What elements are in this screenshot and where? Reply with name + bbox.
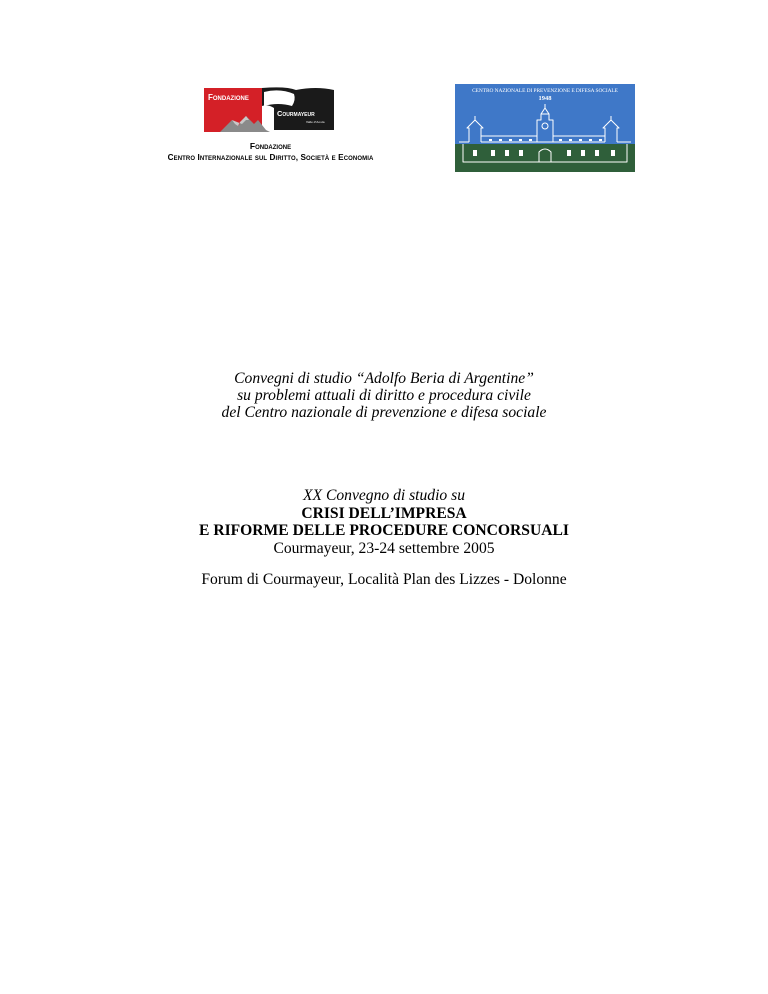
conference-title-line1: CRISI DELL’IMPRESA: [301, 504, 467, 522]
foundation-name-line1: Fondazione: [249, 141, 292, 151]
series-line-3: del Centro nazionale di prevenzione e difesa sociale: [221, 404, 547, 421]
badge-tiny-text: Valle d'Aosta: [306, 120, 325, 124]
conference-edition: XX Convegno di studio su: [303, 487, 465, 504]
conference-heading: [0, 487, 768, 557]
foundation-name-line2: Centro Internazionale sul Diritto, Società e Economia: [167, 153, 374, 162]
conference-title-line2: E RIFORME DELLE PROCEDURE CONCORSUALI: [199, 522, 569, 539]
series-line-2: su problemi attuali di diritto e procedura civile: [237, 387, 531, 404]
badge-fondazione-text: Fondazione: [208, 93, 249, 102]
centro-nazionale-title: CENTRO NAZIONALE DI PREVENZIONE E DIFESA SOCIALE: [472, 88, 618, 94]
series-line-1: Convegni di studio “Adolfo Beria di Argentine”: [234, 370, 534, 387]
fondazione-courmayeur-logo: [146, 84, 395, 172]
badge-courmayeur-text: Courmayeur: [277, 109, 315, 118]
centro-nazionale-logo: [455, 84, 635, 172]
series-description: [0, 370, 768, 421]
centro-nazionale-year: 1948: [538, 95, 552, 102]
conference-venue: Forum di Courmayeur, Località Plan des Lizzes - Dolonne: [201, 571, 567, 588]
conference-place-date: Courmayeur, 23-24 settembre 2005: [273, 539, 495, 557]
